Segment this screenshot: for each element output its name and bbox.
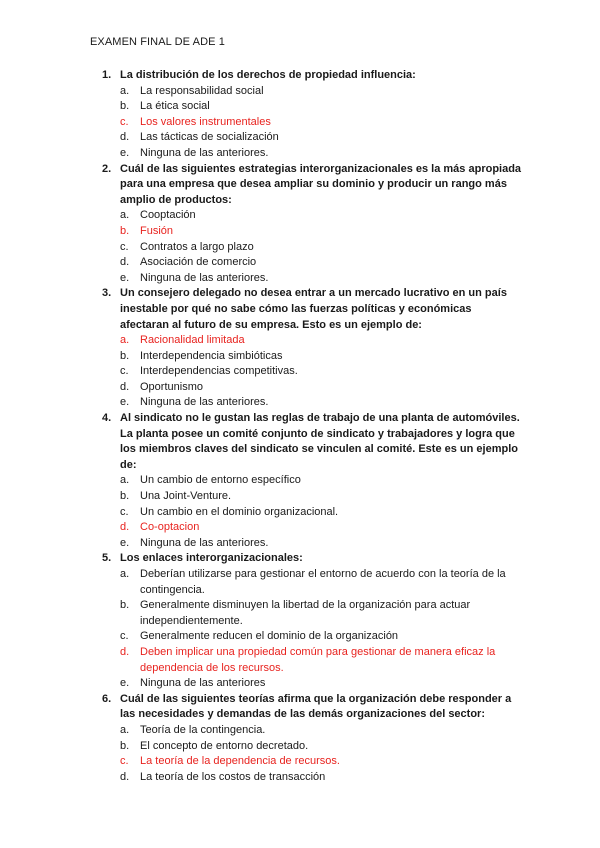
answer-option	[102, 770, 522, 786]
option-letter: c.	[120, 630, 129, 643]
option-text: Los valores instrumentales	[140, 115, 271, 128]
question-3	[102, 286, 522, 411]
option-text: Un cambio de entorno específico	[140, 474, 301, 487]
answer-option-correct	[102, 115, 522, 131]
option-letter: c.	[120, 365, 129, 378]
question-5	[102, 551, 522, 691]
question-list	[102, 68, 522, 785]
question-number: 4.	[102, 412, 112, 425]
option-text: Ninguna de las anteriores.	[140, 536, 269, 549]
option-letter: b.	[120, 739, 130, 752]
answer-options	[102, 723, 522, 785]
answer-option	[102, 629, 522, 645]
question-text	[102, 551, 522, 567]
answer-option	[102, 380, 522, 396]
option-letter: a.	[120, 84, 130, 97]
option-letter: b.	[120, 599, 130, 612]
option-text: Las tácticas de socialización	[140, 131, 279, 144]
option-letter: b.	[120, 349, 130, 362]
option-text: Un cambio en el dominio organizacional.	[140, 505, 339, 518]
option-letter: c.	[120, 755, 129, 768]
answer-option	[102, 739, 522, 755]
option-text: Generalmente reducen el dominio de la organización	[140, 630, 399, 643]
answer-options	[102, 208, 522, 286]
option-letter: d.	[120, 770, 130, 783]
option-text: Contratos a largo plazo	[140, 240, 254, 253]
answer-option-correct	[102, 333, 522, 349]
answer-option-correct	[102, 224, 522, 240]
option-text: La ética social	[140, 100, 210, 113]
option-text: Fusión	[140, 224, 174, 237]
option-letter: d.	[120, 521, 130, 534]
answer-option	[102, 146, 522, 162]
answer-option	[102, 723, 522, 739]
option-letter: a.	[120, 334, 130, 347]
document-title: EXAMEN FINAL DE ADE 1	[90, 36, 225, 48]
option-text: Asociación de comercio	[140, 256, 257, 269]
answer-option	[102, 473, 522, 489]
option-text: Interdependencias competitivas.	[140, 365, 298, 378]
answer-option	[102, 240, 522, 256]
answer-option	[102, 208, 522, 224]
question-text	[102, 692, 522, 723]
answer-options	[102, 333, 522, 411]
option-text: Ninguna de las anteriores.	[140, 271, 269, 284]
option-text: Co-optacion	[140, 521, 200, 534]
option-letter: d.	[120, 645, 130, 658]
question-2	[102, 162, 522, 287]
answer-options	[102, 473, 522, 551]
question-text	[102, 411, 522, 473]
option-text: La teoría de los costos de transacción	[140, 770, 326, 783]
answer-option	[102, 364, 522, 380]
question-4	[102, 411, 522, 551]
option-letter: c.	[120, 115, 129, 128]
option-letter: e.	[120, 396, 130, 409]
answer-option	[102, 271, 522, 287]
option-text: Generalmente disminuyen la libertad de la organización para actuar independientemente.	[140, 599, 471, 627]
answer-option	[102, 505, 522, 521]
option-text: Ninguna de las anteriores	[140, 677, 266, 690]
answer-option	[102, 536, 522, 552]
answer-option-correct	[102, 645, 522, 676]
question-number: 1.	[102, 69, 112, 81]
answer-option	[102, 99, 522, 115]
answer-option	[102, 676, 522, 692]
option-letter: d.	[120, 131, 130, 144]
option-text: Racionalidad limitada	[140, 334, 245, 347]
option-letter: a.	[120, 723, 130, 736]
option-letter: b.	[120, 490, 130, 503]
question-statement: Al sindicato no le gustan las reglas de trabajo de una planta de automóviles. La planta posee un comité conjunto de sindicato y trabajadores y logra que los miembros claves del sindicato se vinculen al comité. Este es un ejemplo de:	[120, 412, 520, 471]
option-letter: b.	[120, 100, 130, 113]
answer-option	[102, 489, 522, 505]
question-statement: Los enlaces interorganizacionales:	[120, 552, 303, 565]
option-letter: e.	[120, 146, 130, 159]
option-letter: a.	[120, 568, 130, 580]
option-text: El concepto de entorno decretado.	[140, 739, 309, 752]
question-statement: Cuál de las siguientes estrategias interorganizacionales es la más apropiada para una empresa que desea ampliar su dominio y producir un rango más amplio de productos:	[120, 162, 522, 206]
option-letter: d.	[120, 380, 130, 393]
question-number: 6.	[102, 692, 112, 705]
option-letter: e.	[120, 271, 130, 284]
option-text: Teoría de la contingencia.	[140, 723, 266, 736]
answer-option	[102, 567, 522, 598]
question-number: 3.	[102, 287, 112, 300]
option-text: Ninguna de las anteriores.	[140, 146, 269, 159]
question-text	[102, 162, 522, 209]
option-letter: a.	[120, 209, 130, 222]
option-text: Cooptación	[140, 209, 196, 222]
answer-option	[102, 84, 522, 100]
answer-options	[102, 84, 522, 162]
question-text	[102, 286, 522, 333]
option-letter: b.	[120, 224, 130, 237]
option-text: Deberían utilizarse para gestionar el entorno de acuerdo con la teoría de la contingencia.	[140, 568, 506, 596]
question-text	[102, 68, 522, 84]
option-text: Interdependencia simbióticas	[140, 349, 283, 362]
option-letter: d.	[120, 256, 130, 269]
answer-options	[102, 567, 522, 692]
option-letter: c.	[120, 240, 129, 253]
option-text: Deben implicar una propiedad común para gestionar de manera eficaz la dependencia de los recursos.	[140, 645, 496, 674]
question-number: 2.	[102, 162, 112, 175]
option-letter: c.	[120, 505, 129, 518]
question-statement: La distribución de los derechos de propiedad influencia:	[120, 69, 416, 81]
option-text: La teoría de la dependencia de recursos.	[140, 755, 340, 768]
question-6	[102, 692, 522, 786]
option-letter: e.	[120, 677, 130, 690]
answer-option	[102, 395, 522, 411]
option-letter: a.	[120, 474, 130, 487]
option-text: Oportunismo	[140, 380, 203, 393]
option-letter: e.	[120, 536, 130, 549]
answer-option	[102, 130, 522, 146]
question-statement: Un consejero delegado no desea entrar a un mercado lucrativo en un país inestable por qué no sabe cómo las fuerzas políticas y económicas afectaran al futuro de su empresa. Esto es un ejemplo de:	[120, 287, 507, 331]
answer-option	[102, 255, 522, 271]
question-1	[102, 68, 522, 162]
answer-option	[102, 349, 522, 365]
option-text: Ninguna de las anteriores.	[140, 396, 269, 409]
option-text: La responsabilidad social	[140, 84, 264, 97]
question-statement: Cuál de las siguientes teorías afirma que la organización debe responder a las necesidades y demandas de las demás organizaciones del sector:	[120, 692, 512, 721]
answer-option-correct	[102, 520, 522, 536]
question-number: 5.	[102, 552, 112, 565]
option-text: Una Joint-Venture.	[140, 490, 232, 503]
answer-option	[102, 598, 522, 629]
answer-option-correct	[102, 754, 522, 770]
